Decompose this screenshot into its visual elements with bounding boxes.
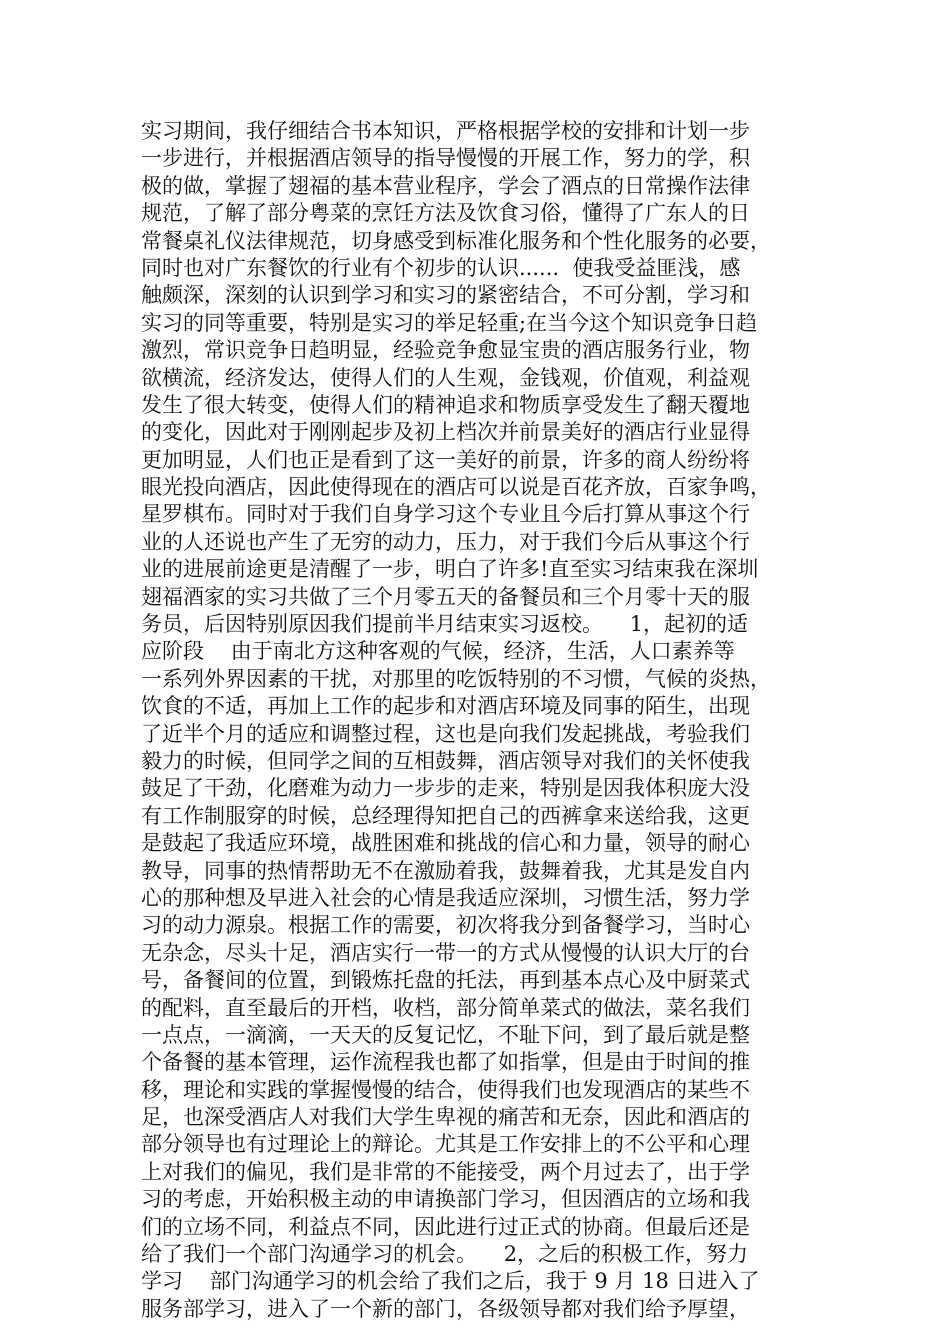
text-line: 上对我们的偏见，我们是非常的不能接受，两个月过去了，出于学 (141, 1159, 750, 1184)
text-line: 触颇深，深刻的认识到学习和实习的紧密结合，不可分割，学习和 (141, 283, 750, 308)
text-line: 眼光投向酒店，因此使得现在的酒店可以说是百花齐放，百家争鸣， (141, 475, 771, 500)
text-line: 习的考虑，开始积极主动的申请换部门学习，但因酒店的立场和我 (141, 1187, 750, 1212)
text-line: 实习期间，我仔细结合书本知识，严格根据学校的安排和计划一步 (141, 119, 750, 143)
text-line: 同时也对广东餐饮的行业有个初步的认识...... 使我受益匪浅，感 (141, 255, 741, 280)
text-line: 的变化，因此对于刚刚起步及初上档次并前景美好的酒店行业显得 (141, 420, 750, 445)
text-line: 足，也深受酒店人对我们大学生卑视的痛苦和无奈，因此和酒店的 (141, 1105, 750, 1130)
text-line: 个备餐的基本管理，运作流程我也都了如指掌，但是由于时间的推 (141, 1050, 750, 1075)
text-line: 务员，后因特别原因我们提前半月结束实习返校。 1，起初的适 (141, 612, 749, 637)
text-line: 规范，了解了部分粤菜的烹饪方法及饮食习俗，懂得了广东人的日 (141, 201, 750, 226)
text-line: 教导，同事的热情帮助无不在激励着我，鼓舞着我，尤其是发自内 (141, 858, 750, 883)
text-line: 欲横流，经济发达，使得人们的人生观，金钱观，价值观，利益观 (141, 365, 750, 390)
text-line: 业的人还说也产生了无穷的动力，压力，对于我们今后从事这个行 (141, 529, 750, 554)
text-line: 鼓足了干劲，化磨难为动力一步步的走来，特别是因我体积庞大没 (141, 776, 750, 801)
text-line: 一系列外界因素的干扰，对那里的吃饭特别的不习惯，气候的炎热， (141, 666, 771, 691)
text-line: 实习的同等重要，特别是实习的举足轻重;在当今这个知识竞争日趋 (141, 310, 758, 335)
text-line: 部分领导也有过理论上的辩论。尤其是工作安排上的不公平和心理 (141, 1132, 750, 1157)
body-text (141, 118, 816, 1323)
text-line: 一点点，一滴滴，一天天的反复记忆，不耻下问，到了最后就是整 (141, 1022, 750, 1047)
text-line: 业的进展前途更是清醒了一步，明白了许多!直至实习结束我在深圳 (141, 557, 759, 582)
text-line: 给了我们一个部门沟通学习的机会。 2，之后的积极工作，努力 (141, 1242, 749, 1267)
text-line: 的配料，直至最后的开档，收档，部分简单菜式的做法，菜名我们 (141, 995, 750, 1020)
text-line: 翅福酒家的实习共做了三个月零五天的备餐员和三个月零十天的服 (141, 584, 750, 609)
text-line: 饮食的不适，再加上工作的起步和对酒店环境及同事的陌生，出现 (141, 694, 750, 719)
text-line: 心的那种想及早进入社会的心情是我适应深圳，习惯生活，努力学 (141, 885, 750, 910)
text-line: 习的动力源泉。根据工作的需要，初次将我分到备餐学习，当时心 (141, 913, 750, 938)
text-line: 一步进行，并根据酒店领导的指导慢慢的开展工作，努力的学，积 (141, 146, 750, 171)
text-line: 学习 部门沟通学习的机会给了我们之后，我于 9 月 18 日进入了 (141, 1269, 760, 1294)
text-line: 了近半个月的适应和调整过程，这也是向我们发起挑战，考验我们 (141, 721, 750, 746)
text-line: 们的立场不同，利益点不同，因此进行过正式的协商。但最后还是 (141, 1214, 750, 1239)
text-line: 星罗棋布。同时对于我们自身学习这个专业且今后打算从事这个行 (141, 502, 750, 527)
text-line: 移，理论和实践的掌握慢慢的结合，使得我们也发现酒店的某些不 (141, 1077, 750, 1102)
text-line: 应阶段 由于南北方这种客观的气候，经济，生活，人口素养等 (141, 639, 735, 664)
text-line: 极的做，掌握了翅福的基本营业程序，学会了酒点的日常操作法律 (141, 173, 750, 198)
text-line: 发生了很大转变，使得人们的精神追求和物质享受发生了翻天覆地 (141, 392, 750, 417)
text-line: 号，备餐间的位置，到锻炼托盘的托法，再到基本点心及中厨菜式 (141, 968, 750, 993)
text-line: 服务部学习，进入了一个新的部门，各级领导都对我们给予厚望， (141, 1296, 750, 1321)
text-line: 常餐桌礼仪法律规范，切身感受到标准化服务和个性化服务的必要， (141, 228, 771, 253)
text-line: 更加明显，人们也正是看到了这一美好的前景，许多的商人纷纷将 (141, 447, 750, 472)
text-line: 是鼓起了我适应环境，战胜困难和挑战的信心和力量，领导的耐心 (141, 831, 750, 856)
text-line: 毅力的时候，但同学之间的互相鼓舞，酒店领导对我们的关怀使我 (141, 748, 750, 773)
text-line: 有工作制服穿的时候，总经理得知把自己的西裤拿来送给我，这更 (141, 803, 750, 828)
text-line: 无杂念，尽头十足，酒店实行一带一的方式从慢慢的认识大厅的台 (141, 940, 750, 965)
text-line: 激烈，常识竞争日趋明显，经验竞争愈显宝贵的酒店服务行业，物 (141, 338, 750, 363)
